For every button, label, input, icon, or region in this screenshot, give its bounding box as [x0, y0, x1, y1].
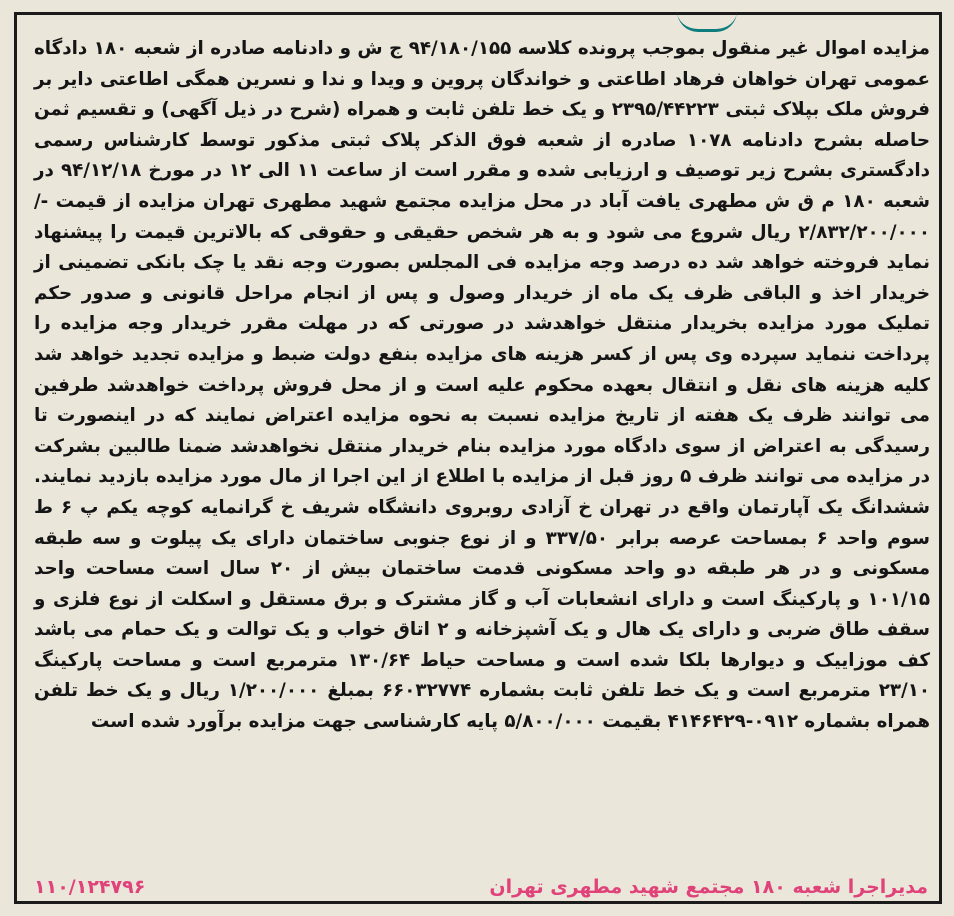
auction-notice-body [34, 34, 930, 738]
teal-ink-mark [677, 11, 737, 32]
reference-number: ۱۱۰/۱۲۴۷۹۶ [34, 876, 146, 898]
signer-line: مدیراجرا شعبه ۱۸۰ مجتمع شهید مطهری تهران [489, 876, 928, 898]
notice-footer [34, 876, 928, 898]
notice-paragraph: مزایده اموال غیر منقول بموجب پرونده کلاسه ۹۴/۱۸۰/۱۵۵ ج ش و دادنامه صادره از شعبه ۱۸۰ دادگاه عمومی تهران خواهان فرهاد اطاعتی و خواندگان پروین و ویدا و ندا و نسرین همگی اطاعتی دایر بر فروش ملک بپلاک ثبتی ۲۳۹۵/۴۴۲۲۳ و یک خط تلفن ثابت و همراه (شرح در ذیل آگهی) و تقسیم ثمن حاصله بشرح دادنامه ۱۰۷۸ صادره از شعبه فوق الذکر پلاک ثبتی مذکور توسط کارشناس رسمی دادگستری بشرح زیر توصیف و ارزیابی شده و مقرر است از ساعت ۱۱ الی ۱۲ در مورخ ۹۴/۱۲/۱۸ در شعبه ۱۸۰ م ق ش مطهری یافت آباد در محل مزایده مجتمع شهید مطهری تهران مزایده از قیمت -/۲/۸۳۲/۲۰۰/۰۰۰ ریال شروع می شود و به هر شخص حقیقی و حقوقی که بالاترین قیمت را پیشنهاد نماید فروخته خواهد شد ده درصد وجه مزایده فی المجلس بصورت وجه نقد یا چک بانکی تضمینی از خریدار اخذ و الباقی ظرف یک ماه از خریدار وصول و پس از انجام مراحل قانونی و صدور حکم تملیک مورد مزایده بخریدار منتقل خواهدشد در صورتی که در مهلت مقرر خریدار وجه مزایده را پرداخت ننماید سپرده وی پس از کسر هزینه های مزایده بنفع دولت ضبط و مزایده تجدید خواهد شد کلیه هزینه های نقل و انتقال بعهده محکوم علیه است و از محل فروش پرداخت خواهدشد طرفین می توانند ظرف یک هفته از تاریخ مزایده نسبت به نحوه مزایده اعتراض نمایند که در اینصورت تا رسیدگی به اعتراض از سوی دادگاه مورد مزایده بنام خریدار منتقل نخواهدشد ضمنا طالبین بشرکت در مزایده می توانند ظرف ۵ روز قبل از مزایده با اطلاع از این اجرا از مال مورد مزایده بازدید نمایند. ششدانگ یک آپارتمان واقع در تهران خ آزادی روبروی دانشگاه شریف خ گرانمایه کوچه یکم پ ۶ ط سوم واحد ۶ بمساحت عرصه برابر ۳۳۷/۵۰ و از نوع جنوبی ساختمان دارای یک پیلوت و سه طبقه مسکونی و در هر طبقه دو واحد مسکونی قدمت ساختمان بیش از ۲۰ سال است مساحت واحد ۱۰۱/۱۵ و پارکینگ است و دارای انشعابات آب و گاز مشترک و برق مستقل و اسکلت از نوع فلزی و سقف طاق ضربی و دارای یک هال و یک آشپزخانه و ۲ اتاق خواب و یک توالت و یک حمام می باشد کف موزاییک و دیوارها بلکا شده است و مساحت حیاط ۱۳۰/۶۴ مترمربع است و مساحت پارکینگ ۲۳/۱۰ مترمربع است و یک خط تلفن ثابت بشماره ۶۶۰۳۲۷۷۴ بمبلغ ۱/۲۰۰/۰۰۰ ریال و یک خط تلفن همراه بشماره ۰۹۱۲-۴۱۴۶۴۲۹ بقیمت ۵/۸۰۰/۰۰۰ پایه کارشناسی جهت مزایده برآورد شده است [34, 38, 931, 733]
